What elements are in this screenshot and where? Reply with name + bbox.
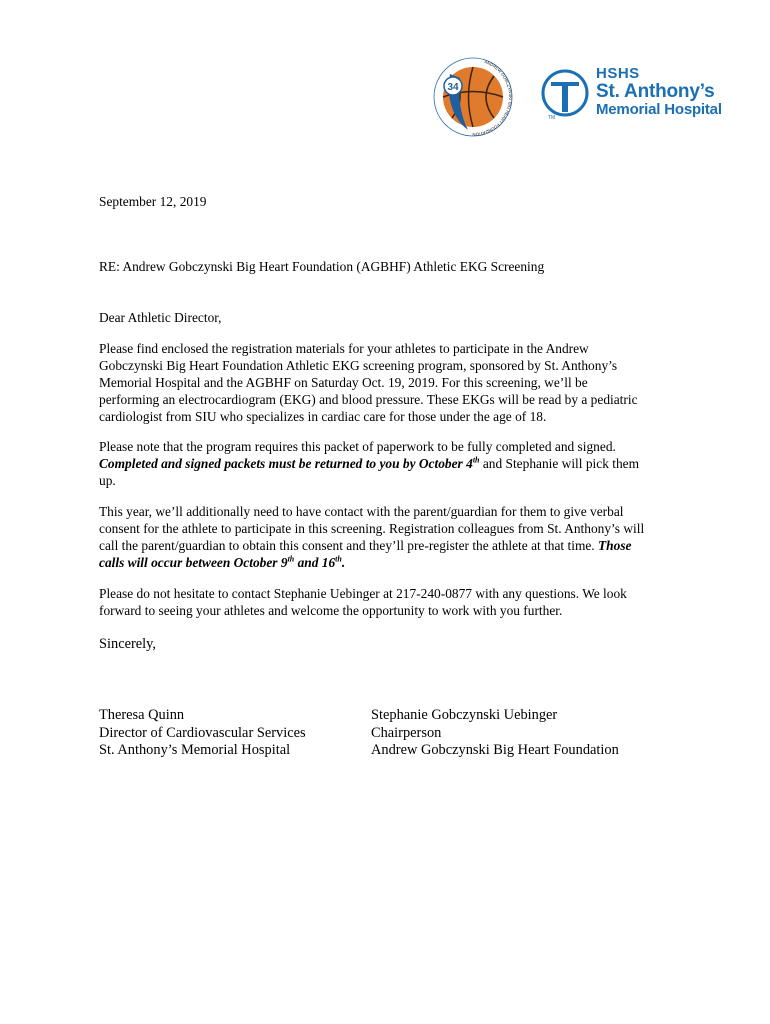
signer-left-name: Theresa Quinn [99,707,185,723]
p1-line: Gobczynski Big Heart Foundation Athletic EKG screening program, sponsored by St. Anthony’s [99,358,618,373]
p2-line: up. [99,473,116,488]
paragraph-3 [99,503,669,571]
logo-ring-text: ANDREW GOBCZYNSKI BIG HEART FOUNDATION [472,58,514,138]
trademark-mark: TM [548,115,556,121]
p3-plain: call the parent/guardian to obtain this consent and they’ll pre-register the athlete at that time. [99,538,598,553]
closing: Sincerely, [99,636,157,652]
signer-left-org: St. Anthony’s Memorial Hospital [99,742,291,758]
agbhf-basketball-logo [432,56,514,138]
re-line: RE: Andrew Gobczynski Big Heart Foundation (AGBHF) Athletic EKG Screening [99,259,545,274]
p1-line: cardiologist from SIU who specializes in cardiac care for those under the age of 18. [99,409,547,424]
p3-line: This year, we’ll additionally need to have contact with the parent/guardian for them to give verbal [99,504,624,519]
signer-right-name: Stephanie Gobczynski Uebinger [371,707,558,723]
p1-line: Memorial Hospital and the AGBHF on Saturday Oct. 19, 2019. For this screening, we’ll be [99,375,588,390]
p3-line: calls will occur between October 9th and 16th. [99,554,346,570]
salutation: Dear Athletic Director, [99,310,222,325]
letter-date: September 12, 2019 [99,194,207,209]
hshs-logo-text [596,66,722,117]
p4-line: Please do not hesitate to contact Stephanie Uebinger at 217-240-0877 with any questions. We look [99,586,627,601]
p2-line: Please note that the program requires this packet of paperwork to be fully completed and signed. [99,439,616,454]
signer-left-title: Director of Cardiovascular Services [99,724,306,741]
hshs-line3: Memorial Hospital [596,101,722,118]
p1-line: Please find enclosed the registration materials for your athletes to participate in the Andrew [99,341,589,356]
p2-sup: th [472,455,480,465]
p2-rest: and Stephanie will pick them [479,456,640,471]
paragraph-2 [99,438,669,489]
hshs-cross-icon [551,82,579,112]
p2-bold-deadline: Completed and signed packets must be returned to you by October 4 [99,456,473,471]
hshs-line2: St. Anthony’s [596,81,715,102]
paragraph-4 [99,585,669,619]
paragraph-1 [99,340,669,425]
p3-line [99,537,669,554]
p2-line [99,455,669,472]
signer-left-block [99,707,306,760]
p4-line: forward to seeing your athletes and welcome the opportunity to work with you further. [99,603,563,618]
signer-right-org: Andrew Gobczynski Big Heart Foundation [371,742,619,758]
hshs-line1: HSHS [596,65,640,82]
p3-line: consent for the athlete to participate in this screening. Registration colleagues from St. Anthony’s will [99,521,645,536]
p1-line: performing an electrocardiogram (EKG) and blood pressure. These EKGs will be read by a pediatric [99,392,638,407]
signer-right-block [371,707,619,760]
p3-bold: Those [598,538,632,553]
jersey-number: 34 [447,82,459,93]
signer-right-title: Chairperson [371,724,442,741]
